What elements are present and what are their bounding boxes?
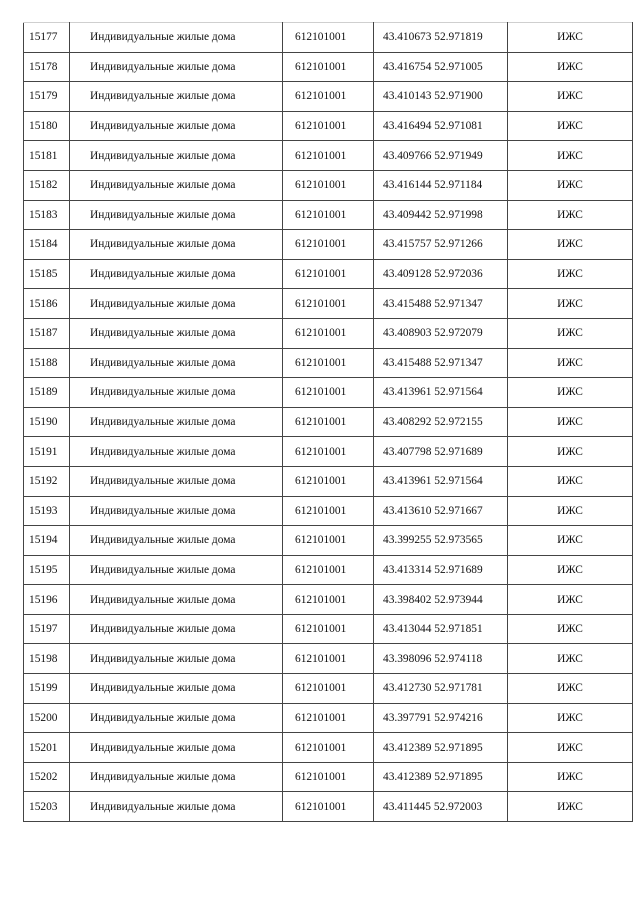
- object-type-cell: Индивидуальные жилые дома: [70, 555, 283, 585]
- row-number-cell: 15181: [24, 141, 70, 171]
- coordinates-cell: 43.413044 52.971851: [374, 614, 508, 644]
- object-type-cell: Индивидуальные жилые дома: [70, 378, 283, 408]
- row-number-cell: 15185: [24, 259, 70, 289]
- coordinates-cell: 43.412389 52.971895: [374, 733, 508, 763]
- cadastral-code-cell: 612101001: [283, 466, 374, 496]
- row-number-cell: 15197: [24, 614, 70, 644]
- row-number-cell: 15196: [24, 585, 70, 615]
- category-cell: ИЖС: [508, 378, 633, 408]
- coordinates-cell: 43.409766 52.971949: [374, 141, 508, 171]
- table-row: [24, 792, 633, 822]
- cadastral-code-cell: 612101001: [283, 348, 374, 378]
- coordinates-cell: 43.415488 52.971347: [374, 348, 508, 378]
- row-number-cell: 15189: [24, 378, 70, 408]
- category-cell: ИЖС: [508, 437, 633, 467]
- object-type-cell: Индивидуальные жилые дома: [70, 644, 283, 674]
- coordinates-cell: 43.408903 52.972079: [374, 318, 508, 348]
- cadastral-code-cell: 612101001: [283, 111, 374, 141]
- row-number-cell: 15198: [24, 644, 70, 674]
- category-cell: ИЖС: [508, 644, 633, 674]
- row-number-cell: 15200: [24, 703, 70, 733]
- object-type-cell: Индивидуальные жилые дома: [70, 82, 283, 112]
- object-type-cell: Индивидуальные жилые дома: [70, 614, 283, 644]
- row-number-cell: 15187: [24, 318, 70, 348]
- category-cell: ИЖС: [508, 52, 633, 82]
- cadastral-code-cell: 612101001: [283, 762, 374, 792]
- row-number-cell: 15182: [24, 170, 70, 200]
- cadastral-code-cell: 612101001: [283, 644, 374, 674]
- category-cell: ИЖС: [508, 141, 633, 171]
- category-cell: ИЖС: [508, 703, 633, 733]
- object-type-cell: Индивидуальные жилые дома: [70, 23, 283, 53]
- category-cell: ИЖС: [508, 526, 633, 556]
- row-number-cell: 15192: [24, 466, 70, 496]
- table-row: [24, 437, 633, 467]
- coordinates-cell: 43.416144 52.971184: [374, 170, 508, 200]
- coordinates-cell: 43.407798 52.971689: [374, 437, 508, 467]
- cadastral-code-cell: 612101001: [283, 792, 374, 822]
- category-cell: ИЖС: [508, 230, 633, 260]
- table-row: [24, 378, 633, 408]
- cadastral-code-cell: 612101001: [283, 318, 374, 348]
- object-type-cell: Индивидуальные жилые дома: [70, 141, 283, 171]
- cadastral-code-cell: 612101001: [283, 585, 374, 615]
- cadastral-code-cell: 612101001: [283, 141, 374, 171]
- category-cell: ИЖС: [508, 289, 633, 319]
- object-type-cell: Индивидуальные жилые дома: [70, 437, 283, 467]
- coordinates-cell: 43.412730 52.971781: [374, 674, 508, 704]
- table-row: [24, 407, 633, 437]
- row-number-cell: 15194: [24, 526, 70, 556]
- object-type-cell: Индивидуальные жилые дома: [70, 792, 283, 822]
- row-number-cell: 15195: [24, 555, 70, 585]
- cadastral-code-cell: 612101001: [283, 674, 374, 704]
- table-row: [24, 733, 633, 763]
- coordinates-cell: 43.413961 52.971564: [374, 466, 508, 496]
- category-cell: ИЖС: [508, 348, 633, 378]
- row-number-cell: 15186: [24, 289, 70, 319]
- object-type-cell: Индивидуальные жилые дома: [70, 348, 283, 378]
- category-cell: ИЖС: [508, 585, 633, 615]
- coordinates-cell: 43.410673 52.971819: [374, 23, 508, 53]
- category-cell: ИЖС: [508, 200, 633, 230]
- coordinates-cell: 43.398402 52.973944: [374, 585, 508, 615]
- table-row: [24, 230, 633, 260]
- cadastral-code-cell: 612101001: [283, 230, 374, 260]
- object-type-cell: Индивидуальные жилые дома: [70, 733, 283, 763]
- row-number-cell: 15178: [24, 52, 70, 82]
- cadastral-code-cell: 612101001: [283, 289, 374, 319]
- object-type-cell: Индивидуальные жилые дома: [70, 289, 283, 319]
- category-cell: ИЖС: [508, 170, 633, 200]
- table-row: [24, 466, 633, 496]
- row-number-cell: 15201: [24, 733, 70, 763]
- cadastral-code-cell: 612101001: [283, 52, 374, 82]
- coordinates-cell: 43.412389 52.971895: [374, 762, 508, 792]
- coordinates-cell: 43.415488 52.971347: [374, 289, 508, 319]
- coordinates-cell: 43.408292 52.972155: [374, 407, 508, 437]
- object-type-cell: Индивидуальные жилые дома: [70, 259, 283, 289]
- object-type-cell: Индивидуальные жилые дома: [70, 318, 283, 348]
- cadastral-code-cell: 612101001: [283, 82, 374, 112]
- table-row: [24, 23, 633, 53]
- table-row: [24, 703, 633, 733]
- table-row: [24, 614, 633, 644]
- table-row: [24, 82, 633, 112]
- category-cell: ИЖС: [508, 466, 633, 496]
- row-number-cell: 15191: [24, 437, 70, 467]
- object-type-cell: Индивидуальные жилые дома: [70, 230, 283, 260]
- category-cell: ИЖС: [508, 792, 633, 822]
- object-type-cell: Индивидуальные жилые дома: [70, 762, 283, 792]
- cadastral-code-cell: 612101001: [283, 378, 374, 408]
- coordinates-cell: 43.409128 52.972036: [374, 259, 508, 289]
- object-type-cell: Индивидуальные жилые дома: [70, 200, 283, 230]
- table-row: [24, 289, 633, 319]
- category-cell: ИЖС: [508, 23, 633, 53]
- category-cell: ИЖС: [508, 259, 633, 289]
- cadastral-code-cell: 612101001: [283, 23, 374, 53]
- document-table: [23, 22, 633, 822]
- row-number-cell: 15179: [24, 82, 70, 112]
- cadastral-code-cell: 612101001: [283, 733, 374, 763]
- category-cell: ИЖС: [508, 407, 633, 437]
- coordinates-cell: 43.416754 52.971005: [374, 52, 508, 82]
- category-cell: ИЖС: [508, 762, 633, 792]
- table-row: [24, 585, 633, 615]
- coordinates-cell: 43.411445 52.972003: [374, 792, 508, 822]
- category-cell: ИЖС: [508, 496, 633, 526]
- table-row: [24, 111, 633, 141]
- table-row: [24, 52, 633, 82]
- table-row: [24, 674, 633, 704]
- coordinates-cell: 43.399255 52.973565: [374, 526, 508, 556]
- cadastral-code-cell: 612101001: [283, 555, 374, 585]
- cadastral-code-cell: 612101001: [283, 170, 374, 200]
- row-number-cell: 15193: [24, 496, 70, 526]
- row-number-cell: 15203: [24, 792, 70, 822]
- row-number-cell: 15190: [24, 407, 70, 437]
- row-number-cell: 15184: [24, 230, 70, 260]
- object-type-cell: Индивидуальные жилые дома: [70, 407, 283, 437]
- table-row: [24, 200, 633, 230]
- coordinates-cell: 43.410143 52.971900: [374, 82, 508, 112]
- category-cell: ИЖС: [508, 614, 633, 644]
- table-row: [24, 644, 633, 674]
- row-number-cell: 15180: [24, 111, 70, 141]
- cadastral-code-cell: 612101001: [283, 496, 374, 526]
- object-type-cell: Индивидуальные жилые дома: [70, 526, 283, 556]
- table-row: [24, 141, 633, 171]
- row-number-cell: 15183: [24, 200, 70, 230]
- coordinates-cell: 43.415757 52.971266: [374, 230, 508, 260]
- row-number-cell: 15199: [24, 674, 70, 704]
- category-cell: ИЖС: [508, 82, 633, 112]
- table-row: [24, 496, 633, 526]
- table-row: [24, 762, 633, 792]
- category-cell: ИЖС: [508, 318, 633, 348]
- object-type-cell: Индивидуальные жилые дома: [70, 674, 283, 704]
- category-cell: ИЖС: [508, 555, 633, 585]
- coordinates-cell: 43.413610 52.971667: [374, 496, 508, 526]
- row-number-cell: 15202: [24, 762, 70, 792]
- object-type-cell: Индивидуальные жилые дома: [70, 703, 283, 733]
- coordinates-cell: 43.413314 52.971689: [374, 555, 508, 585]
- object-type-cell: Индивидуальные жилые дома: [70, 52, 283, 82]
- cadastral-code-cell: 612101001: [283, 407, 374, 437]
- coordinates-cell: 43.398096 52.974118: [374, 644, 508, 674]
- coordinates-cell: 43.397791 52.974216: [374, 703, 508, 733]
- table-row: [24, 318, 633, 348]
- cadastral-code-cell: 612101001: [283, 703, 374, 733]
- cadastral-code-cell: 612101001: [283, 259, 374, 289]
- cadastral-code-cell: 612101001: [283, 526, 374, 556]
- object-type-cell: Индивидуальные жилые дома: [70, 466, 283, 496]
- object-type-cell: Индивидуальные жилые дома: [70, 496, 283, 526]
- category-cell: ИЖС: [508, 674, 633, 704]
- table-row: [24, 555, 633, 585]
- row-number-cell: 15188: [24, 348, 70, 378]
- table-row: [24, 348, 633, 378]
- cadastral-code-cell: 612101001: [283, 200, 374, 230]
- object-type-cell: Индивидуальные жилые дома: [70, 585, 283, 615]
- table-body: [24, 23, 633, 822]
- category-cell: ИЖС: [508, 733, 633, 763]
- table-row: [24, 526, 633, 556]
- cadastral-code-cell: 612101001: [283, 437, 374, 467]
- cadastral-code-cell: 612101001: [283, 614, 374, 644]
- coordinates-cell: 43.416494 52.971081: [374, 111, 508, 141]
- object-type-cell: Индивидуальные жилые дома: [70, 170, 283, 200]
- coordinates-cell: 43.409442 52.971998: [374, 200, 508, 230]
- coordinates-cell: 43.413961 52.971564: [374, 378, 508, 408]
- table-row: [24, 170, 633, 200]
- row-number-cell: 15177: [24, 23, 70, 53]
- category-cell: ИЖС: [508, 111, 633, 141]
- table-row: [24, 259, 633, 289]
- object-type-cell: Индивидуальные жилые дома: [70, 111, 283, 141]
